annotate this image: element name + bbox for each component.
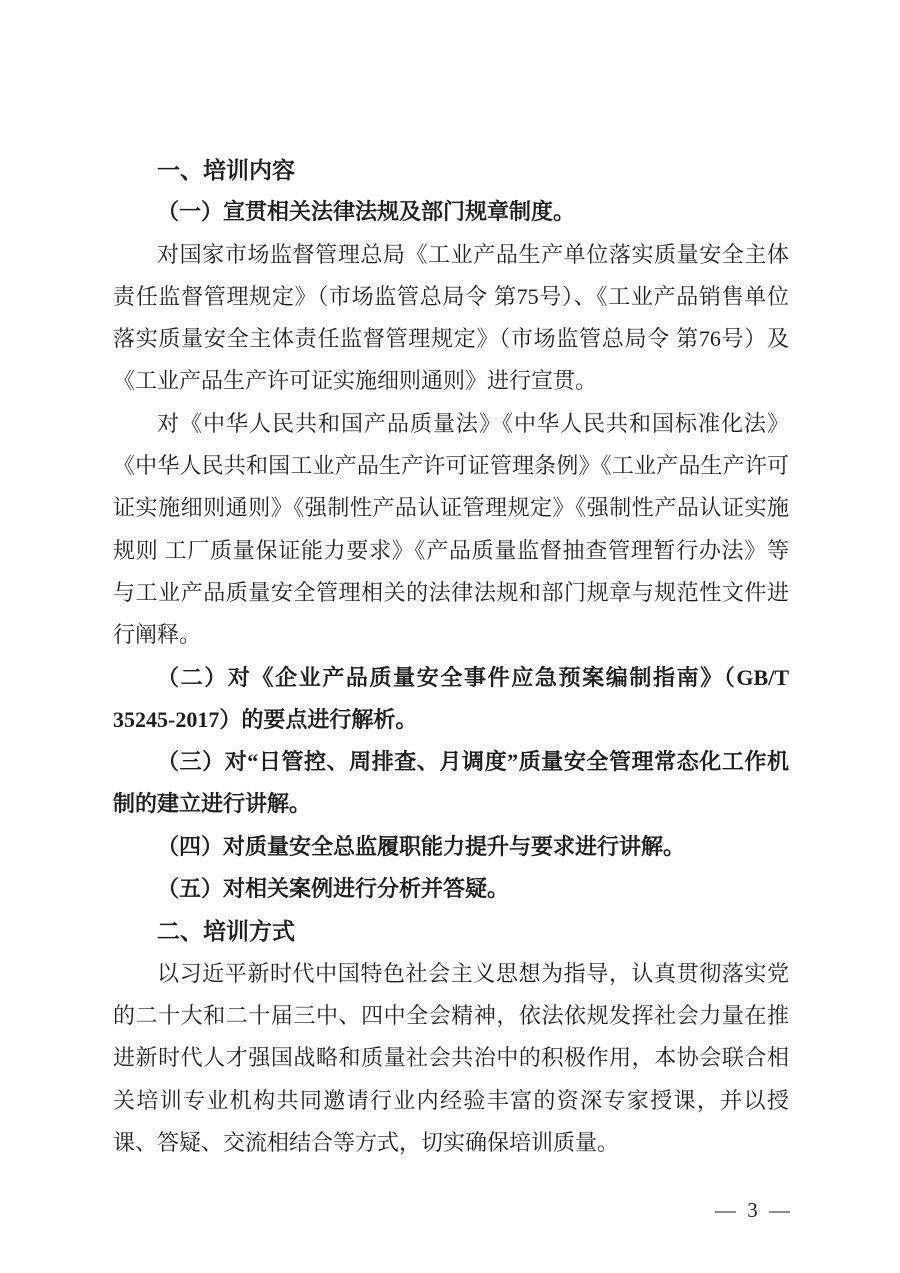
section-subheading: （二）对《企业产品质量安全事件应急预案编制指南》（GB/T 35245-2017）的要点进行解析。 bbox=[113, 664, 789, 732]
page-number bbox=[670, 1168, 790, 1252]
body-paragraph: 对国家市场监督管理总局《工业产品生产单位落实质量安全主体责任监督管理规定》（市场监管总局令 第75号）、《工业产品销售单位落实质量安全主体责任监督管理规定》（市场监管总局令 第76号）及《工业产品生产许可证实施细则通则》进行宣贯。 bbox=[113, 241, 789, 394]
section-subheading: （五）对相关案例进行分析并答疑。 bbox=[157, 876, 510, 902]
section-subheading: （四）对质量安全总监履职能力提升与要求进行讲解。 bbox=[157, 833, 686, 859]
section-heading: 一、培训内容 bbox=[157, 157, 295, 183]
document-body bbox=[113, 149, 789, 1164]
page-number-label: — 3 — bbox=[715, 1198, 790, 1222]
section-heading: 二、培训方式 bbox=[157, 918, 295, 945]
body-paragraph: 对《中华人民共和国产品质量法》《中华人民共和国标准化法》《中华人民共和国工业产品生产许可证管理条例》《工业产品生产许可证实施细则通则》《强制性产品认证管理规定》《强制性产品认证实施规则 工厂质量保证能力要求》《产品质量监督抽查管理暂行办法》等与工业产品质量安全管理相关的法律法规和部门规章与规范性文件进行阐释。 bbox=[113, 410, 789, 648]
section-subheading: （一）宣贯相关法律法规及部门规章制度。 bbox=[157, 199, 576, 225]
section-subheading: （三）对“日管控、周排查、月调度”质量安全管理常态化工作机制的建立进行讲解。 bbox=[113, 749, 789, 817]
body-paragraph: 以习近平新时代中国特色社会主义思想为指导，认真贯彻落实党的二十大和二十届三中、四中全会精神，依法依规发挥社会力量在推进新时代人才强国战略和质量社会共治中的积极作用，本协会联合相关培训专业机构共同邀请行业内经验丰富的资深专家授课，并以授课、答疑、交流相结合等方式，切实确保培训质量。 bbox=[113, 960, 789, 1155]
